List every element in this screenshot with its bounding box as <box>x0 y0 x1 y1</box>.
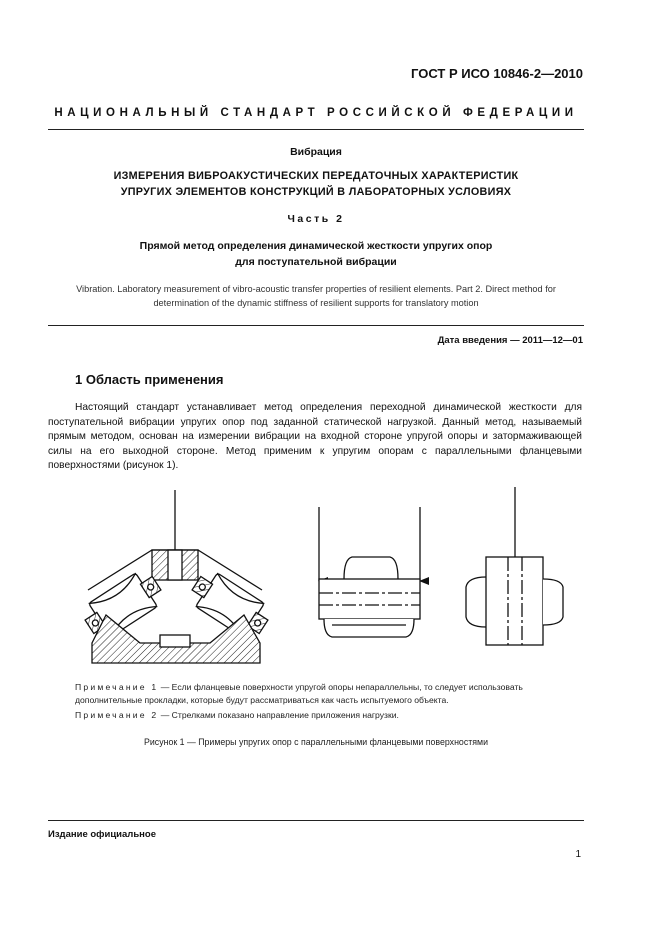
main-title-line-2: УПРУГИХ ЭЛЕМЕНТОВ КОНСТРУКЦИЙ В ЛАБОРАТОРНЫХ УСЛОВИЯХ <box>120 186 512 198</box>
part-title <box>48 238 584 270</box>
figure-drawing <box>48 485 588 670</box>
page-number: 1 <box>575 849 581 860</box>
note-1-text: — Если фланцевые поверхности упругой опоры непараллельны, то следует использовать дополнительные прокладки, которые будут рассматриваться как часть испытуемого объекта. <box>75 682 523 705</box>
section-heading: 1 Область применения <box>75 372 224 387</box>
english-title-line-2: determination of the dynamic stiffness of resilient supports for translatory motion <box>153 298 479 308</box>
bush-left-flange <box>466 577 486 627</box>
top-divider <box>48 129 584 130</box>
scope-paragraph: Настоящий стандарт устанавливает метод определения переходной динамической жесткости для поступательной вибрации упругих опор под заданной статической нагрузкой. Данный метод, называемый прямым методом, основан на измерении вибрации на входной стороне упругой опоры и затормаживающей силы на его выходной стороне. Метод применим к упругим опорам с параллельными фланцевыми поверхностями (рисунок 1). <box>48 402 582 471</box>
part-title-line-1: Прямой метод определения динамической жесткости упругих опор <box>139 240 493 252</box>
bush-right-flange <box>543 579 563 625</box>
bush-top-flange <box>344 557 398 579</box>
part-label: Часть 2 <box>287 213 345 225</box>
bush-vertical-body <box>486 557 543 645</box>
note-1 <box>75 681 584 707</box>
introduction-date: Дата введения — 2011—12—01 <box>437 335 583 346</box>
main-title <box>48 168 584 200</box>
part-title-line-2: для поступательной вибрации <box>235 256 397 268</box>
english-title <box>48 282 584 310</box>
edition-label: Издание официальное <box>48 829 156 840</box>
subject-title: Вибрация <box>290 146 342 158</box>
figure-resilient-supports <box>48 485 588 675</box>
note-2 <box>75 709 584 722</box>
document-number: ГОСТ Р ИСО 10846-2—2010 <box>411 66 583 81</box>
footer-divider <box>48 820 584 821</box>
note-1-label: Примечание 1 <box>75 682 159 692</box>
english-title-line-1: Vibration. Laboratory measurement of vibro-acoustic transfer properties of resilient elements. Part 2. Direct method for <box>76 284 556 294</box>
figure-caption: Рисунок 1 — Примеры упругих опор с параллельными фланцевыми поверхностями <box>144 737 488 747</box>
mount-type-1 <box>79 490 275 663</box>
national-standard-heading: НАЦИОНАЛЬНЫЙ СТАНДАРТ РОССИЙСКОЙ ФЕДЕРАЦИИ <box>54 107 578 119</box>
bush-bottom-flange <box>324 619 414 637</box>
mount-type-3 <box>466 487 563 645</box>
note-2-label: Примечание 2 <box>75 710 159 720</box>
mount-type-2 <box>319 507 420 637</box>
title-divider <box>48 325 584 326</box>
bush-body <box>319 579 420 619</box>
note-2-text: — Стрелками показано направление приложения нагрузки. <box>158 710 399 720</box>
main-title-line-1: ИЗМЕРЕНИЯ ВИБРОАКУСТИЧЕСКИХ ПЕРЕДАТОЧНЫХ ХАРАКТЕРИСТИК <box>113 170 519 182</box>
